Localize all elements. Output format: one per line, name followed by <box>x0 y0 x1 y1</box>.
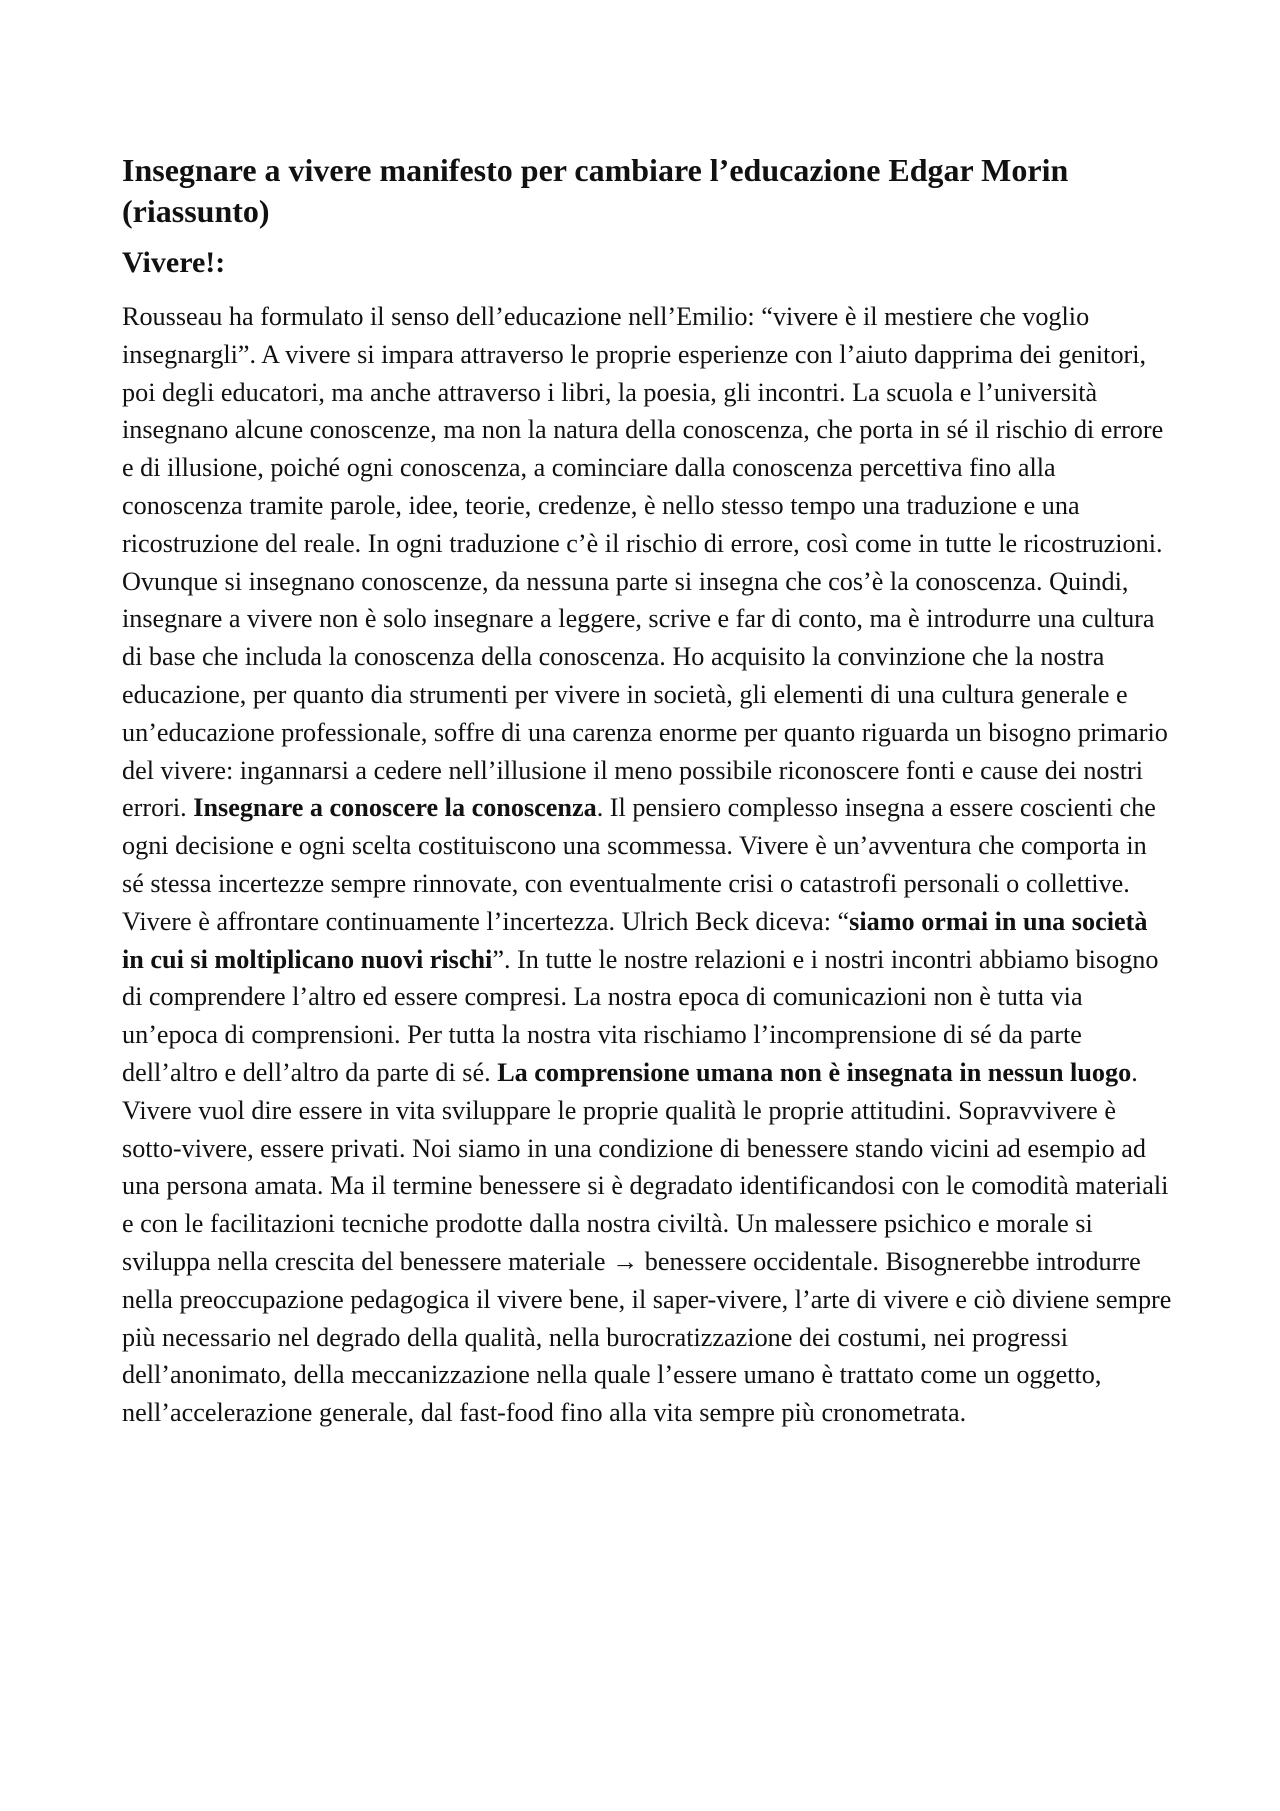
document-content <box>122 150 1172 1432</box>
paragraph-text-3: ”. In tutte le nostre relazioni e i nostri incontri abbiamo bisogno di comprendere l’altro ed essere compresi. La nostra epoca di comunicazioni non è tutta via un’epoca di comprensioni. Per tutta la nostra vita rischiamo l’incomprensione di sé da parte dell’altro e dell’altro da parte di sé. <box>122 944 1159 1087</box>
paragraph-text-1: Rousseau ha formulato il senso dell’educazione nell’Emilio: “vivere è il mestiere che voglio insegnargli”. A vivere si impara attraverso le proprie esperienze con l’aiuto dapprima dei genitori, poi degli educatori, ma anche attraverso i libri, la poesia, gli incontri. La scuola e l’università insegnano alcune conoscenze, ma non la natura della conoscenza, che porta in sé il rischio di errore e di illusione, poiché ogni conoscenza, a cominciare dalla conoscenza percettiva fino alla conoscenza tramite parole, idee, teorie, credenze, è nello stesso tempo una traduzione e una ricostruzione del reale. In ogni traduzione c’è il rischio di errore, così come in tutte le ricostruzioni. Ovunque si insegnano conoscenze, da nessuna parte si insegna che cos’è la conoscenza. Quindi, insegnare a vivere non è solo insegnare a leggere, scrive e far di conto, ma è introdurre una cultura di base che includa la conoscenza della conoscenza. Ho acquisito la convinzione che la nostra educazione, per quanto dia strumenti per vivere in società, gli elementi di una cultura generale e un’educazione professionale, soffre di una carenza enorme per quanto riguarda un bisogno primario del vivere: ingannarsi a cedere nell’illusione il meno possibile riconoscere fonti e cause dei nostri errori. <box>122 302 1168 823</box>
section-heading-colon: : <box>215 246 226 279</box>
emphasis-human-understanding: La comprensione umana non è insegnata in nessun luogo <box>497 1057 1132 1087</box>
document-title: Insegnare a vivere manifesto per cambiare l’educazione Edgar Morin (riassunto) <box>122 152 1069 229</box>
emphasis-knowledge-of-knowledge: Insegnare a conoscere la conoscenza <box>193 793 597 823</box>
paragraph-text-2: . Il pensiero complesso insegna a essere coscienti che ogni decisione e ogni scelta costituiscono una scommessa. Vivere è un’avventura che comporta in sé stessa incertezze sempre rinnovate, con eventualmente crisi o catastrofi personali o collettive. Vivere è affrontare continuamente l’incertezza. Ulrich Beck diceva: “ <box>122 793 1156 936</box>
paragraph-text-4: . Vivere vuol dire essere in vita sviluppare le proprie qualità le proprie attitudini. Sopravvivere è sotto-vivere, essere privati. Noi siamo in una condizione di benessere stando vicini ad esempio ad una persona amata. Ma il termine benessere si è degradato identificandosi con le comodità materiali e con le facilitazioni tecniche prodotte dalla nostra civiltà. Un malessere psichico e morale si sviluppa nella crescita del benessere materiale → benessere occidentale. Bisognerebbe introdurre nella preoccupazione pedagogica il vivere bene, il saper-vivere, l’arte di vivere e ciò diviene sempre più necessario nel degrado della qualità, nella burocratizzazione dei costumi, nei progressi dell’anonimato, della meccanizzazione nella quale l’essere umano è trattato come un oggetto, nell’accelerazione generale, dal fast-food fino alla vita sempre più cronometrata. <box>122 1057 1172 1428</box>
body-paragraph <box>122 298 1172 1432</box>
emphasis-beck-quote: siamo ormai in una società in cui si moltiplicano nuovi rischi <box>122 906 1148 974</box>
section-heading-text: Vivere! <box>122 246 216 279</box>
section-heading <box>122 244 1172 282</box>
